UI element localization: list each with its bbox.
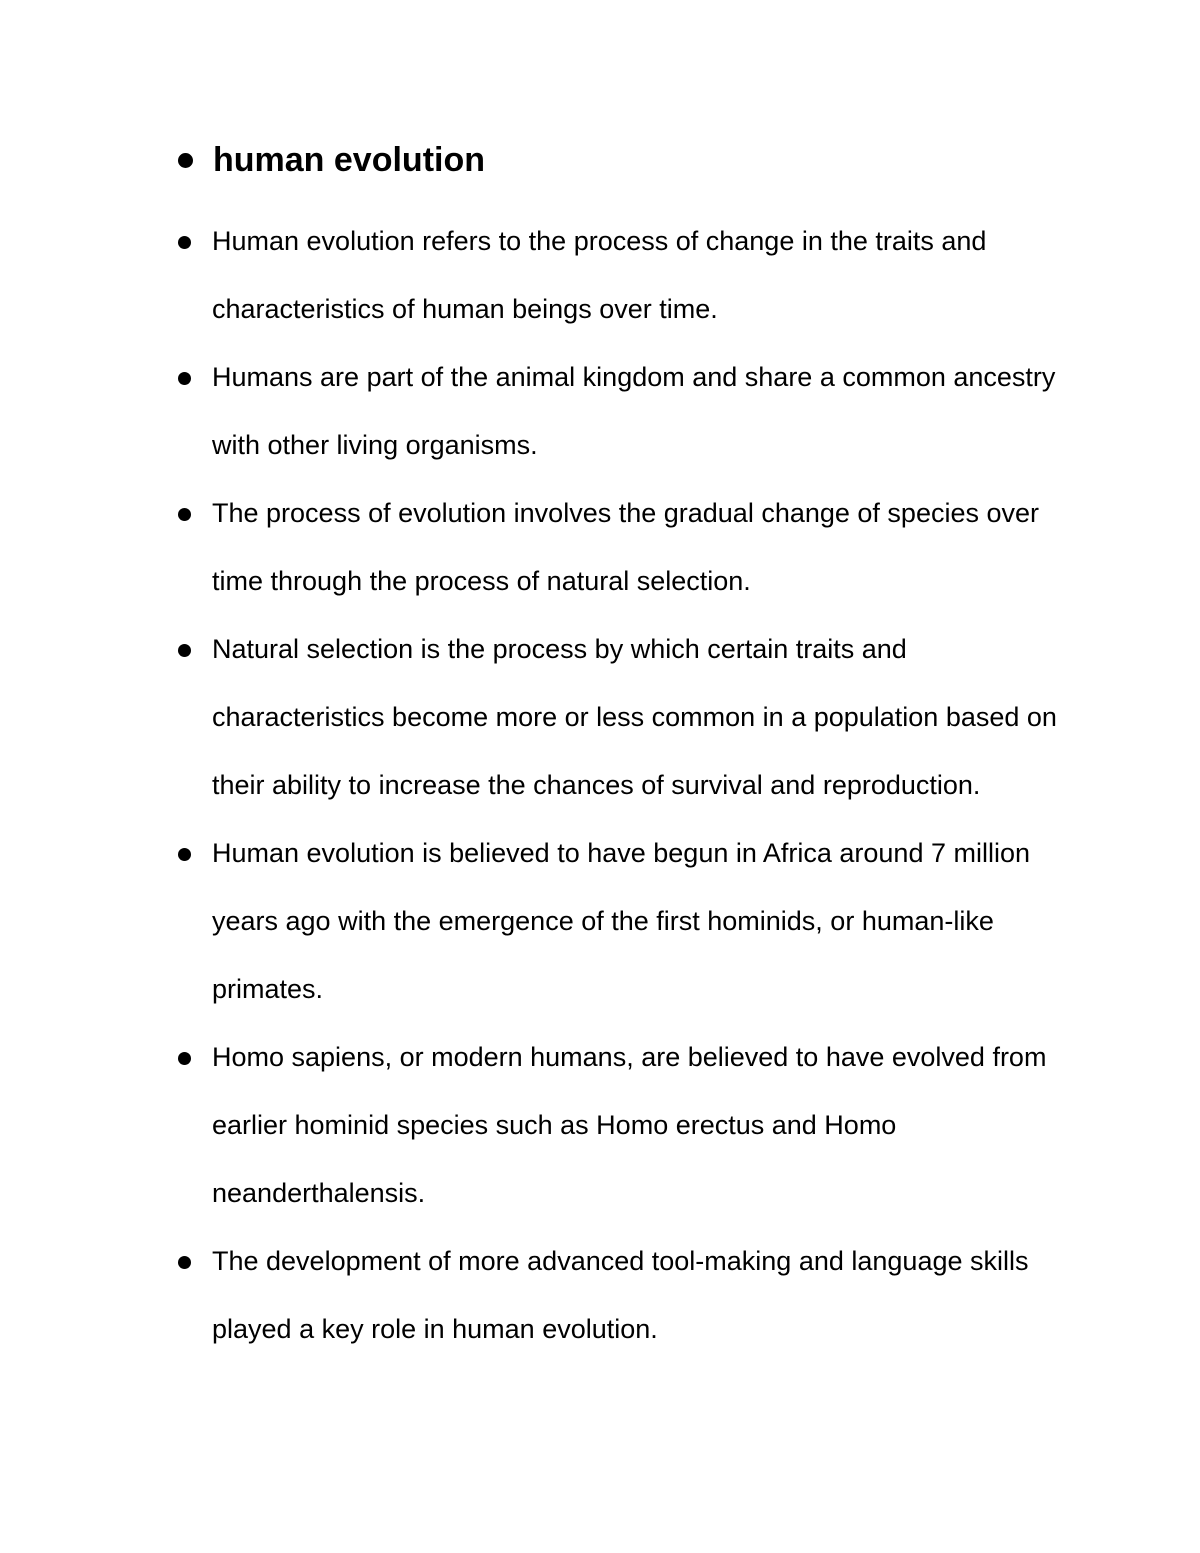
bullet-icon <box>178 644 191 657</box>
list-item-text: Humans are part of the animal kingdom and share a common ancestry with other living organisms. <box>212 362 1056 460</box>
list-item-text: The process of evolution involves the gradual change of species over time through the process of natural selection. <box>212 498 1039 596</box>
list-item <box>178 819 1078 1023</box>
list-item-text: The development of more advanced tool-making and language skills played a key role in human evolution. <box>212 1246 1029 1344</box>
list-item <box>178 615 1078 819</box>
bullet-icon <box>178 153 193 168</box>
list-item <box>178 343 1078 479</box>
list-item-text: Human evolution is believed to have begun in Africa around 7 million years ago with the emergence of the first hominids, or human-like primates. <box>212 838 1031 1004</box>
heading-list-item <box>178 138 1078 182</box>
list-item-text: Natural selection is the process by which certain traits and characteristics become more or less common in a population based on their ability to increase the chances of survival and reproduction. <box>212 634 1057 800</box>
bullet-icon <box>178 1256 191 1269</box>
list-item <box>178 1227 1078 1363</box>
bullet-icon <box>178 1052 191 1065</box>
list-item <box>178 1023 1078 1227</box>
document-heading: human evolution <box>213 141 485 179</box>
list-item <box>178 479 1078 615</box>
bullet-icon <box>178 508 191 521</box>
bullet-icon <box>178 848 191 861</box>
list-item-text: Human evolution refers to the process of change in the traits and characteristics of human beings over time. <box>212 226 987 324</box>
bullet-list <box>178 207 1078 1363</box>
bullet-icon <box>178 236 191 249</box>
list-item <box>178 207 1078 343</box>
list-item-text: Homo sapiens, or modern humans, are believed to have evolved from earlier hominid species such as Homo erectus and Homo neanderthalensis. <box>212 1042 1047 1208</box>
bullet-icon <box>178 372 191 385</box>
